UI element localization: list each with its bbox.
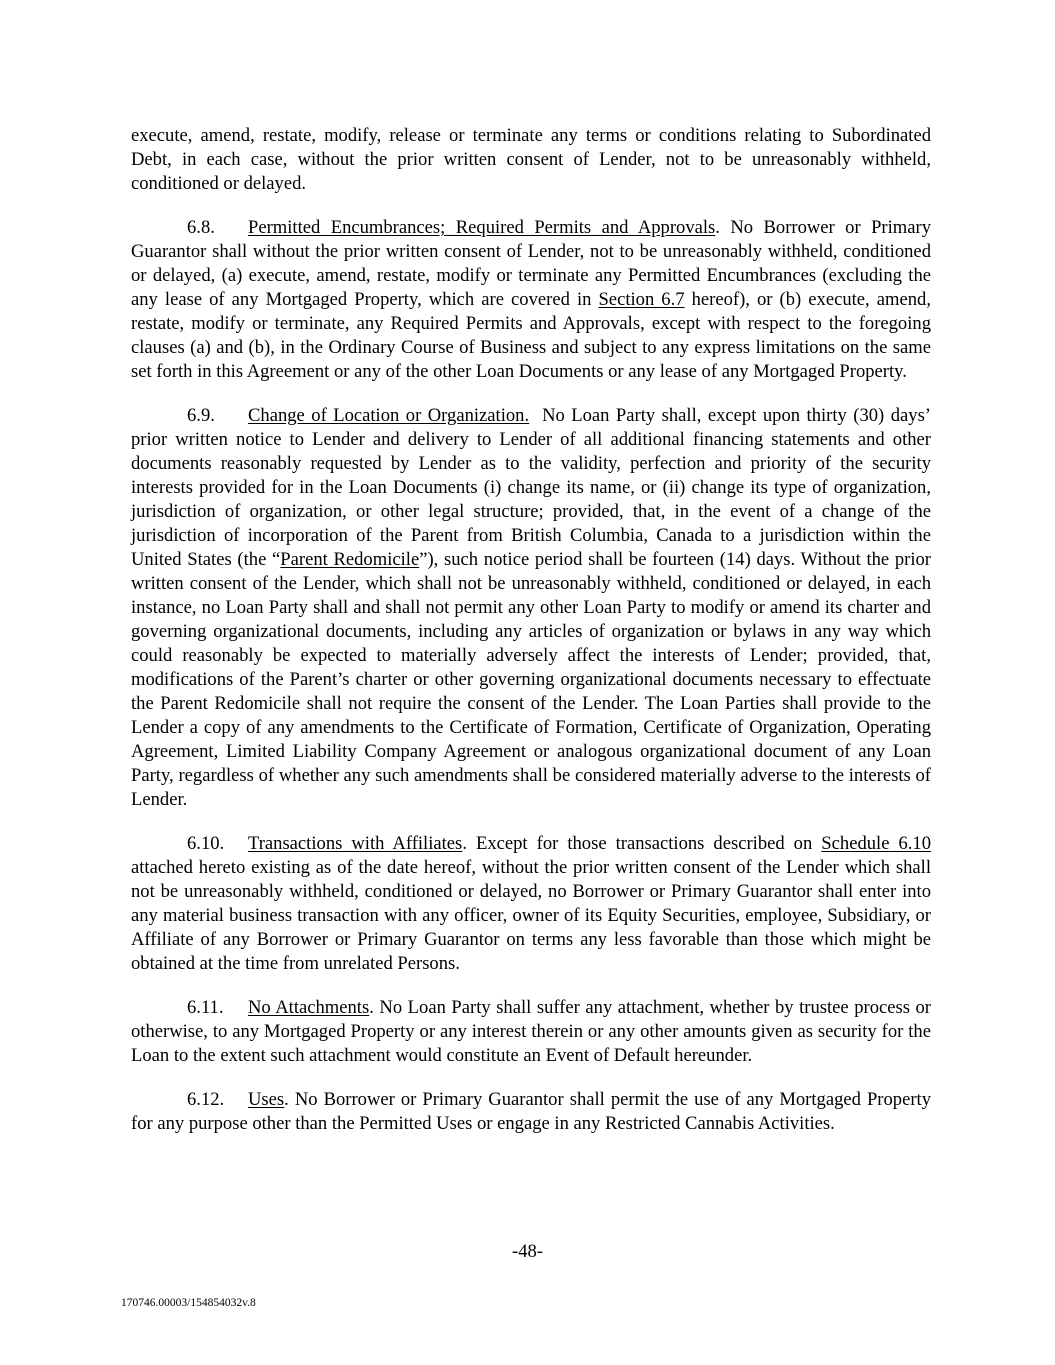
section-6-11 — [131, 996, 931, 1068]
section-title: No Attachments — [248, 997, 370, 1018]
section-body-continued: attached hereto existing as of the date hereof, without the prior written consent of the Lender which shall not be unreasonably withheld, conditioned or delayed, no Borrower or Primary Guarantor shall enter into any material business transaction with any officer, owner of its Equity Securities, employee, Subsidiary, or Affiliate of any Borrower or Primary Guarantor on terms any less favorable than those which might be obtained at the time from unrelated Persons. — [131, 857, 931, 974]
section-6-10 — [131, 832, 931, 976]
section-6-8 — [131, 216, 931, 384]
section-body-continued: ”), such notice period shall be fourteen (14) days. Without the prior written consent of the Lender, which shall not be unreasonably withheld, conditioned or delayed, in each instance, no Loan Party shall and shall not permit any other Loan Party to modify or amend its charter and governing organizational documents, including any articles of organization or bylaws in any way which could reasonably be expected to materially adversely affect the interests of Lender; provided, that, modifications of the Parent’s charter or other governing organizational documents necessary to effectuate the Parent Redomicile shall not require the consent of the Lender. The Loan Parties shall provide to the Lender a copy of any amendments to the Certificate of Formation, Certificate of Organization, Operating Agreement, Limited Liability Company Agreement or analogous organizational document of any Loan Party, regardless of whether any such amendments shall be considered materially adverse to the interests of Lender. — [131, 549, 931, 810]
section-body: . No Loan Party shall suffer any attachment, whether by trustee process or otherwise, to any Mortgaged Property or any interest therein or any other amounts given as security for the Loan to the extent such attachment would constitute an Event of Default hereunder. — [131, 997, 931, 1066]
section-body: . Except for those transactions described on — [462, 833, 822, 854]
section-title: Transactions with Affiliates — [248, 833, 463, 854]
section-reference: Schedule 6.10 — [821, 833, 932, 854]
document-id: 170746.00003/154854032v.8 — [121, 1297, 256, 1309]
section-number: 6.10. — [187, 833, 225, 854]
section-number: 6.12. — [187, 1089, 225, 1110]
intro-paragraph: execute, amend, restate, modify, release or terminate any terms or conditions relating to Subordinated Debt, in each case, without the prior written consent of Lender, not to be unreasonably withheld, conditioned or delayed. — [131, 125, 931, 194]
section-reference: Section 6.7 — [598, 289, 685, 310]
section-title: Uses — [248, 1089, 285, 1110]
section-6-12 — [131, 1088, 931, 1136]
section-number: 6.11. — [187, 997, 224, 1018]
section-body: . No Borrower or Primary Guarantor shall without the prior written consent of Lender, not to be unreasonably withheld, conditioned or delayed, (a) execute, amend, restate, modify or terminate any Permitted Encumbrances (excluding the any lease of any Mortgaged Property, which are covered in — [131, 217, 931, 310]
section-body: . No Borrower or Primary Guarantor shall permit the use of any Mortgaged Property for any purpose other than the Permitted Uses or engage in any Restricted Cannabis Activities. — [131, 1089, 931, 1134]
defined-term: Parent Redomicile — [280, 549, 420, 570]
page-number: -48- — [512, 1241, 543, 1262]
section-title: Change of Location or Organization. — [248, 405, 530, 426]
section-title: Permitted Encumbrances; Required Permits and Approvals — [248, 217, 716, 238]
section-number: 6.8. — [187, 217, 215, 238]
section-number: 6.9. — [187, 405, 215, 426]
section-body-continued: hereof), or (b) execute, amend, restate, modify or terminate, any Required Permits and Approvals, except with respect to the foregoing clauses (a) and (b), in the Ordinary Course of Business and subject to any express limitations on the same set forth in this Agreement or any of the other Loan Documents or any lease of any Mortgaged Property. — [131, 289, 931, 382]
document-page — [131, 124, 936, 1156]
section-6-9 — [131, 404, 936, 812]
section-body: No Loan Party shall, except upon thirty (30) days’ prior written notice to Lender and delivery to Lender of all additional financing statements and other documents reasonably requested by Lender as to the validity, perfection and priority of the security interests provided for in the Loan Documents (i) change its name, or (ii) change its type of organization, jurisdiction of organization, or other legal structure; provided, that, in the event of a change of the jurisdiction of incorporation of the Parent from British Columbia, Canada to a jurisdiction within the United States (the “ — [131, 405, 936, 570]
